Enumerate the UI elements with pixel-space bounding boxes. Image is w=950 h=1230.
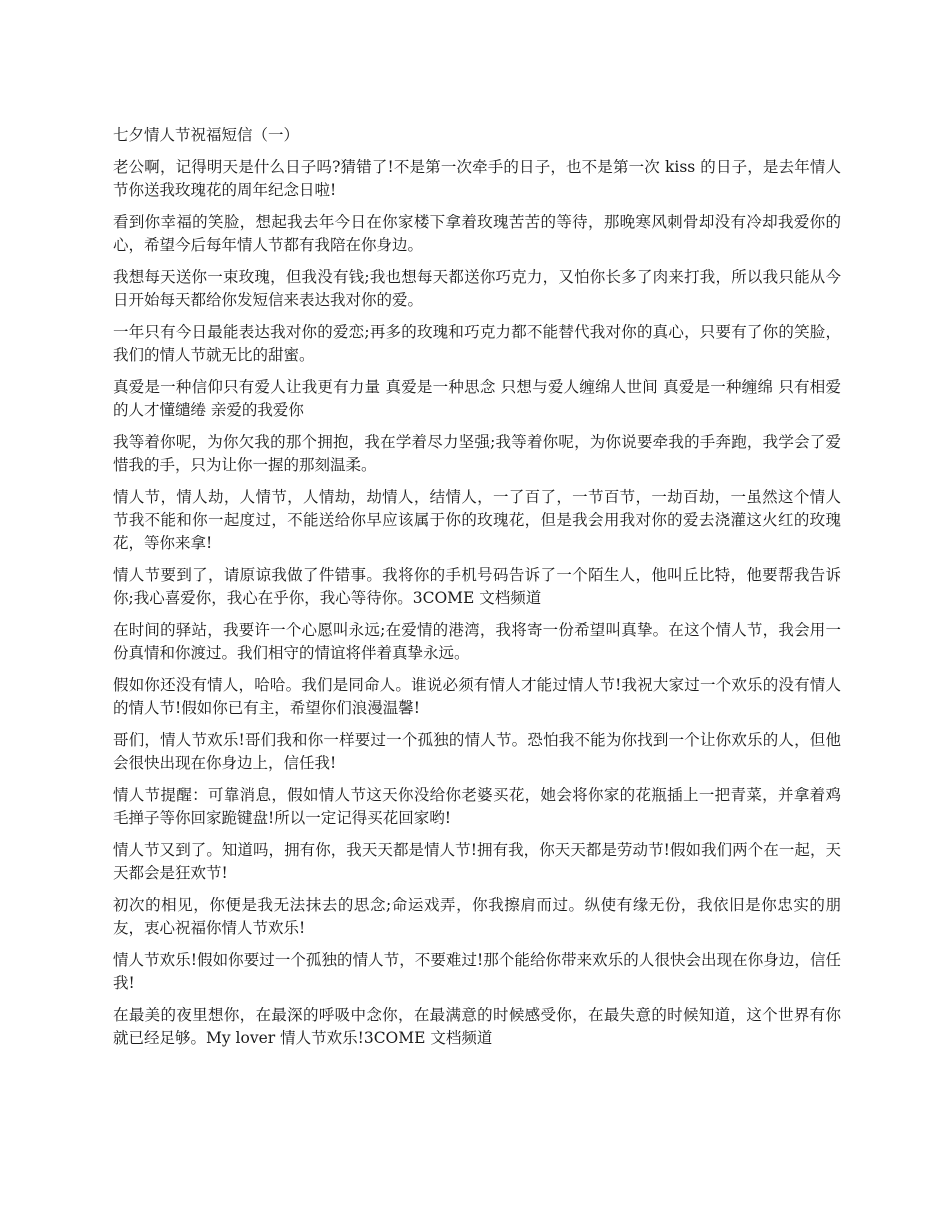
paragraph: 假如你还没有情人，哈哈。我们是同命人。谁说必须有情人才能过情人节!我祝大家过一个欢乐的没有情人的情人节!假如你已有主，希望你们浪漫温馨! [113, 676, 841, 717]
paragraph: 在最美的夜里想你，在最深的呼吸中念你，在最满意的时候感受你，在最失意的时候知道，这个世界有你就已经足够。My lover 情人节欢乐!3COME 文档频道 [113, 1006, 841, 1047]
paragraph: 看到你幸福的笑脸，想起我去年今日在你家楼下拿着玫瑰苦苦的等待，那晚寒风刺骨却没有冷却我爱你的心，希望今后每年情人节都有我陪在你身边。 [113, 213, 841, 254]
paragraph: 情人节提醒：可靠消息，假如情人节这天你没给你老婆买花，她会将你家的花瓶插上一把青菜，并拿着鸡毛掸子等你回家跪键盘!所以一定记得买花回家哟! [113, 786, 841, 827]
paragraph: 一年只有今日最能表达我对你的爱恋;再多的玫瑰和巧克力都不能替代我对你的真心，只要有了你的笑脸，我们的情人节就无比的甜蜜。 [113, 323, 841, 364]
paragraph: 情人节要到了，请原谅我做了件错事。我将你的手机号码告诉了一个陌生人，他叫丘比特，他要帮我告诉你;我心喜爱你，我心在乎你，我心等待你。3COME 文档频道 [113, 566, 841, 607]
document-title: 七夕情人节祝福短信（一） [113, 126, 300, 144]
paragraph: 老公啊，记得明天是什么日子吗?猜错了!不是第一次牵手的日子，也不是第一次 kiss 的日子，是去年情人节你送我玫瑰花的周年纪念日啦! [113, 158, 841, 199]
paragraph: 情人节欢乐!假如你要过一个孤独的情人节，不要难过!那个能给你带来欢乐的人很快会出现在你身边，信任我! [113, 951, 841, 992]
paragraph: 我等着你呢，为你欠我的那个拥抱，我在学着尽力坚强;我等着你呢，为你说要牵我的手奔跑，我学会了爱惜我的手，只为让你一握的那刻温柔。 [113, 433, 841, 474]
paragraph: 情人节又到了。知道吗，拥有你，我天天都是情人节!拥有我，你天天都是劳动节!假如我们两个在一起，天天都会是狂欢节! [113, 841, 841, 882]
paragraph: 情人节，情人劫，人情节，人情劫，劫情人，结情人，一了百了，一节百节，一劫百劫，一虽然这个情人节我不能和你一起度过，不能送给你早应该属于你的玫瑰花，但是我会用我对你的爱去浇灌这火红的玫瑰花，等你来拿! [113, 488, 841, 552]
paragraph: 哥们，情人节欢乐!哥们我和你一样要过一个孤独的情人节。恐怕我不能为你找到一个让你欢乐的人，但他会很快出现在你身边上，信任我! [113, 731, 841, 772]
paragraph: 我想每天送你一束玫瑰，但我没有钱;我也想每天都送你巧克力，又怕你长多了肉来打我，所以我只能从今日开始每天都给你发短信来表达我对你的爱。 [113, 268, 841, 309]
paragraph: 在时间的驿站，我要许一个心愿叫永远;在爱情的港湾，我将寄一份希望叫真挚。在这个情人节，我会用一份真情和你渡过。我们相守的情谊将伴着真挚永远。 [113, 621, 841, 662]
paragraph: 真爱是一种信仰只有爱人让我更有力量 真爱是一种思念 只想与爱人缠绵人世间 真爱是一种缠绵 只有相爱的人才懂缱绻 亲爱的我爱你 [113, 378, 841, 419]
document-body [113, 124, 841, 1059]
paragraph: 初次的相见，你便是我无法抹去的思念;命运戏弄，你我擦肩而过。纵使有缘无份，我依旧是你忠实的朋友，衷心祝福你情人节欢乐! [113, 896, 841, 937]
